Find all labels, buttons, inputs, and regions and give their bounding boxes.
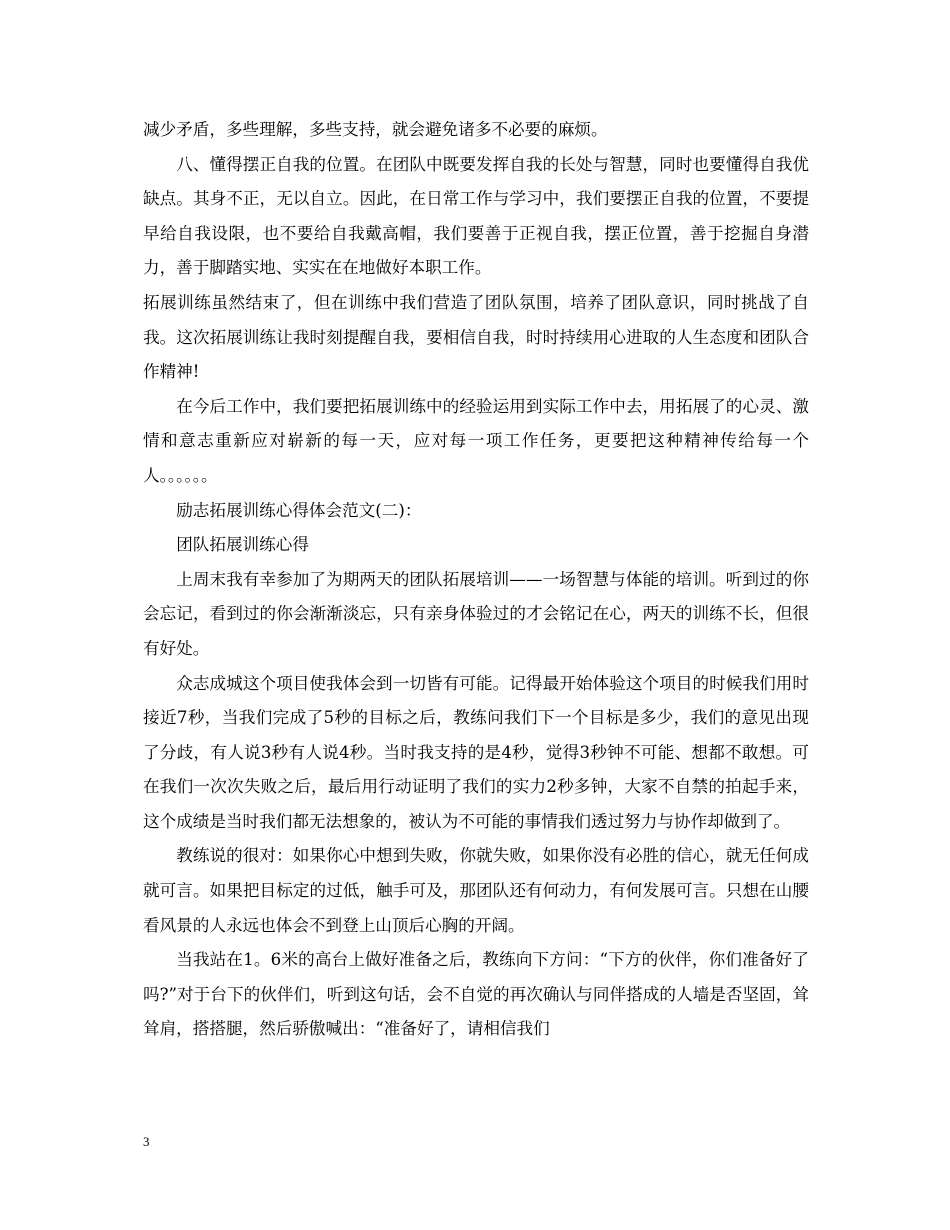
paragraph-2: 八、懂得摆正自我的位置。在团队中既要发挥自我的长处与智慧，同时也要懂得自我优缺点。其身不正，无以自立。因此，在日常工作与学习中，我们要摆正自我的位置，不要提早给自我设限，也不要给自我戴高帽，我们要善于正视自我，摆正位置，善于挖掘自身潜力，善于脚踏实地、实实在在地做好本职工作。 [143,154,809,278]
page-number: 3 [143,1134,150,1149]
body-text [143,113,809,1047]
paragraph-10: 当我站在1。6米的高台上做好准备之后，教练向下方问：“下方的伙伴，你们准备好了吗?”对于台下的伙伴们，听到这句话，会不自觉的再次确认与同伴搭成的人墙是否坚固，耸耸肩，搭搭腿，然后骄傲喊出：“准备好了，请相信我们 [143,950,809,1039]
paragraph-3: 拓展训练虽然结束了，但在训练中我们营造了团队氛围，培养了团队意识，同时挑战了自我。这次拓展训练让我时刻提醒自我，要相信自我，时时持续用心进取的人生态度和团队合作精神! [143,292,809,382]
section-subtitle: 团队拓展训练心得 [176,535,309,555]
paragraph-7: 上周末我有幸参加了为期两天的团队拓展培训——一场智慧与体能的培训。听到过的你会忘记，看到过的你会渐渐淡忘，只有亲身体验过的才会铭记在心，两天的训练不长，但很有好处。 [143,569,809,658]
paragraph-1: 减少矛盾，多些理解，多些支持，就会避免诸多不必要的麻烦。 [143,120,608,139]
paragraph-9: 教练说的很对：如果你心中想到失败，你就失败，如果你没有必胜的信心，就无任何成就可言。如果把目标定的过低，触手可及，那团队还有何动力，有何发展可言。只想在山腰看风景的人永远也体会不到登上山顶后心胸的开阔。 [143,846,809,935]
section-title: 励志拓展训练心得体会范文(二)： [176,500,422,520]
paragraph-8: 众志成城这个项目使我体会到一切皆有可能。记得最开始体验这个项目的时候我们用时接近7秒，当我们完成了5秒的目标之后，教练问我们下一个目标是多少，我们的意见出现了分歧，有人说3秒有人说4秒。当时我支持的是4秒，觉得3秒钟不可能、想都不敢想。可在我们一次次失败之后，最后用行动证明了我们的实力2秒多钟，大家不自禁的拍起手来，这个成绩是当时我们都无法想象的，被认为不可能的事情我们透过努力与协作却做到了。 [143,673,809,831]
paragraph-4: 在今后工作中，我们要把拓展训练中的经验运用到实际工作中去，用拓展了的心灵、激情和意志重新应对崭新的每一天，应对每一项工作任务，更要把这种精神传给每一个人。。。。。。 [143,396,809,485]
